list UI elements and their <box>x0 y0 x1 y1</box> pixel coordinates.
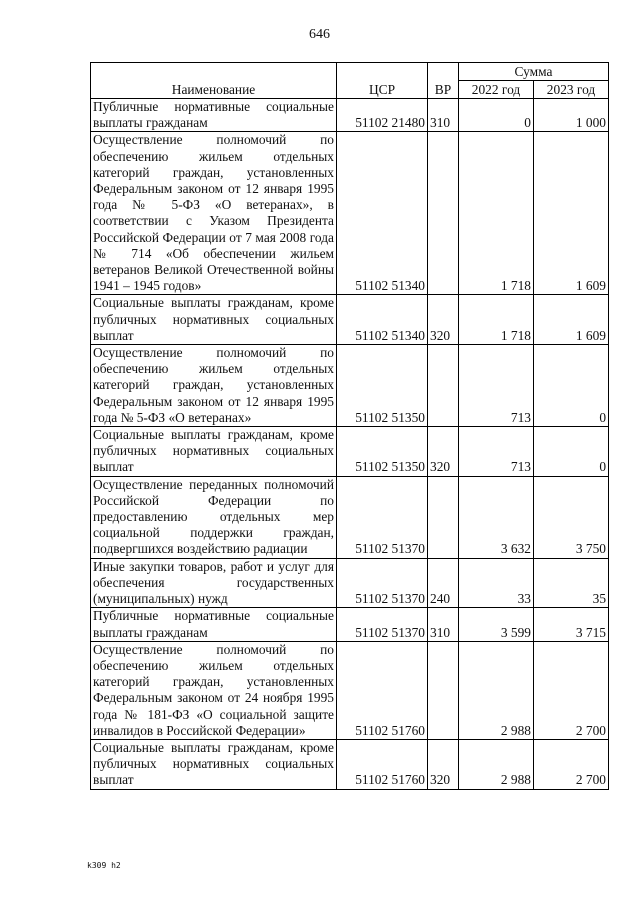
table-row <box>91 427 609 477</box>
header-row <box>91 63 609 81</box>
header-year-2023: 2023 год <box>534 81 609 99</box>
row-vr: 320 <box>428 427 459 477</box>
table-row <box>91 295 609 345</box>
row-2023: 3 715 <box>534 608 609 641</box>
table-row <box>91 641 609 739</box>
row-2022: 33 <box>459 558 534 608</box>
row-name: Социальные выплаты гражданам, кроме публичных нормативных социальных выплат <box>91 427 337 477</box>
header-year-2022: 2022 год <box>459 81 534 99</box>
row-csr: 51102 21480 <box>337 99 428 132</box>
row-csr: 51102 51370 <box>337 608 428 641</box>
row-vr <box>428 345 459 427</box>
row-2022: 0 <box>459 99 534 132</box>
row-2022: 3 632 <box>459 476 534 558</box>
header-name: Наименование <box>91 63 337 99</box>
table-row <box>91 558 609 608</box>
row-name: Осуществление полномочий по обеспечению жильем отдельных категорий граждан, установленных Федеральным законом от 12 января 1995 года № 5-ФЗ «О ветеранах» <box>91 345 337 427</box>
row-2022: 713 <box>459 345 534 427</box>
row-vr <box>428 476 459 558</box>
row-csr: 51102 51370 <box>337 476 428 558</box>
row-2023: 3 750 <box>534 476 609 558</box>
row-vr: 320 <box>428 295 459 345</box>
table-row <box>91 99 609 132</box>
row-csr: 51102 51350 <box>337 427 428 477</box>
row-2022: 3 599 <box>459 608 534 641</box>
row-2023: 1 000 <box>534 99 609 132</box>
table-row <box>91 739 609 789</box>
row-name: Осуществление переданных полномочий Российской Федерации по предоставлению отдельных мер социальной поддержки граждан, подвергшихся воздействию радиации <box>91 476 337 558</box>
page-number: 646 <box>309 27 330 42</box>
row-csr: 51102 51340 <box>337 132 428 295</box>
row-vr: 310 <box>428 608 459 641</box>
header-csr: ЦСР <box>337 63 428 99</box>
footer-code: k309 h2 <box>87 861 121 870</box>
budget-table <box>90 62 609 790</box>
row-vr <box>428 641 459 739</box>
row-vr: 310 <box>428 99 459 132</box>
row-csr: 51102 51350 <box>337 345 428 427</box>
row-name: Публичные нормативные социальные выплаты гражданам <box>91 608 337 641</box>
row-2022: 2 988 <box>459 641 534 739</box>
row-name: Иные закупки товаров, работ и услуг для обеспечения государственных (муниципальных) нужд <box>91 558 337 608</box>
row-vr <box>428 132 459 295</box>
table-row <box>91 608 609 641</box>
table-row <box>91 132 609 295</box>
row-2023: 2 700 <box>534 641 609 739</box>
row-2022: 713 <box>459 427 534 477</box>
row-name: Социальные выплаты гражданам, кроме публичных нормативных социальных выплат <box>91 739 337 789</box>
row-csr: 51102 51760 <box>337 641 428 739</box>
row-name: Социальные выплаты гражданам, кроме публичных нормативных социальных выплат <box>91 295 337 345</box>
row-2023: 1 609 <box>534 132 609 295</box>
row-name: Публичные нормативные социальные выплаты гражданам <box>91 99 337 132</box>
header-sum: Сумма <box>459 63 609 81</box>
row-2022: 1 718 <box>459 295 534 345</box>
row-name: Осуществление полномочий по обеспечению жильем отдельных категорий граждан, установленных Федеральным законом от 12 января 1995 года № 5-ФЗ «О ветеранах», в соответствии с Указом Президента Российской Федерации от 7 мая 2008 года № 714 «Об обеспечении жильем ветеранов Великой Отечественной войны 1941 – 1945 годов» <box>91 132 337 295</box>
row-2023: 0 <box>534 427 609 477</box>
row-2023: 35 <box>534 558 609 608</box>
row-2022: 1 718 <box>459 132 534 295</box>
header-vr: ВР <box>428 63 459 99</box>
row-name: Осуществление полномочий по обеспечению жильем отдельных категорий граждан, установленных Федеральным законом от 24 ноября 1995 года № 181-ФЗ «О социальной защите инвалидов в Российской Федерации» <box>91 641 337 739</box>
row-csr: 51102 51370 <box>337 558 428 608</box>
row-2022: 2 988 <box>459 739 534 789</box>
row-vr: 320 <box>428 739 459 789</box>
row-vr: 240 <box>428 558 459 608</box>
table-row <box>91 345 609 427</box>
row-2023: 0 <box>534 345 609 427</box>
row-csr: 51102 51760 <box>337 739 428 789</box>
row-2023: 2 700 <box>534 739 609 789</box>
table-row <box>91 476 609 558</box>
row-csr: 51102 51340 <box>337 295 428 345</box>
row-2023: 1 609 <box>534 295 609 345</box>
